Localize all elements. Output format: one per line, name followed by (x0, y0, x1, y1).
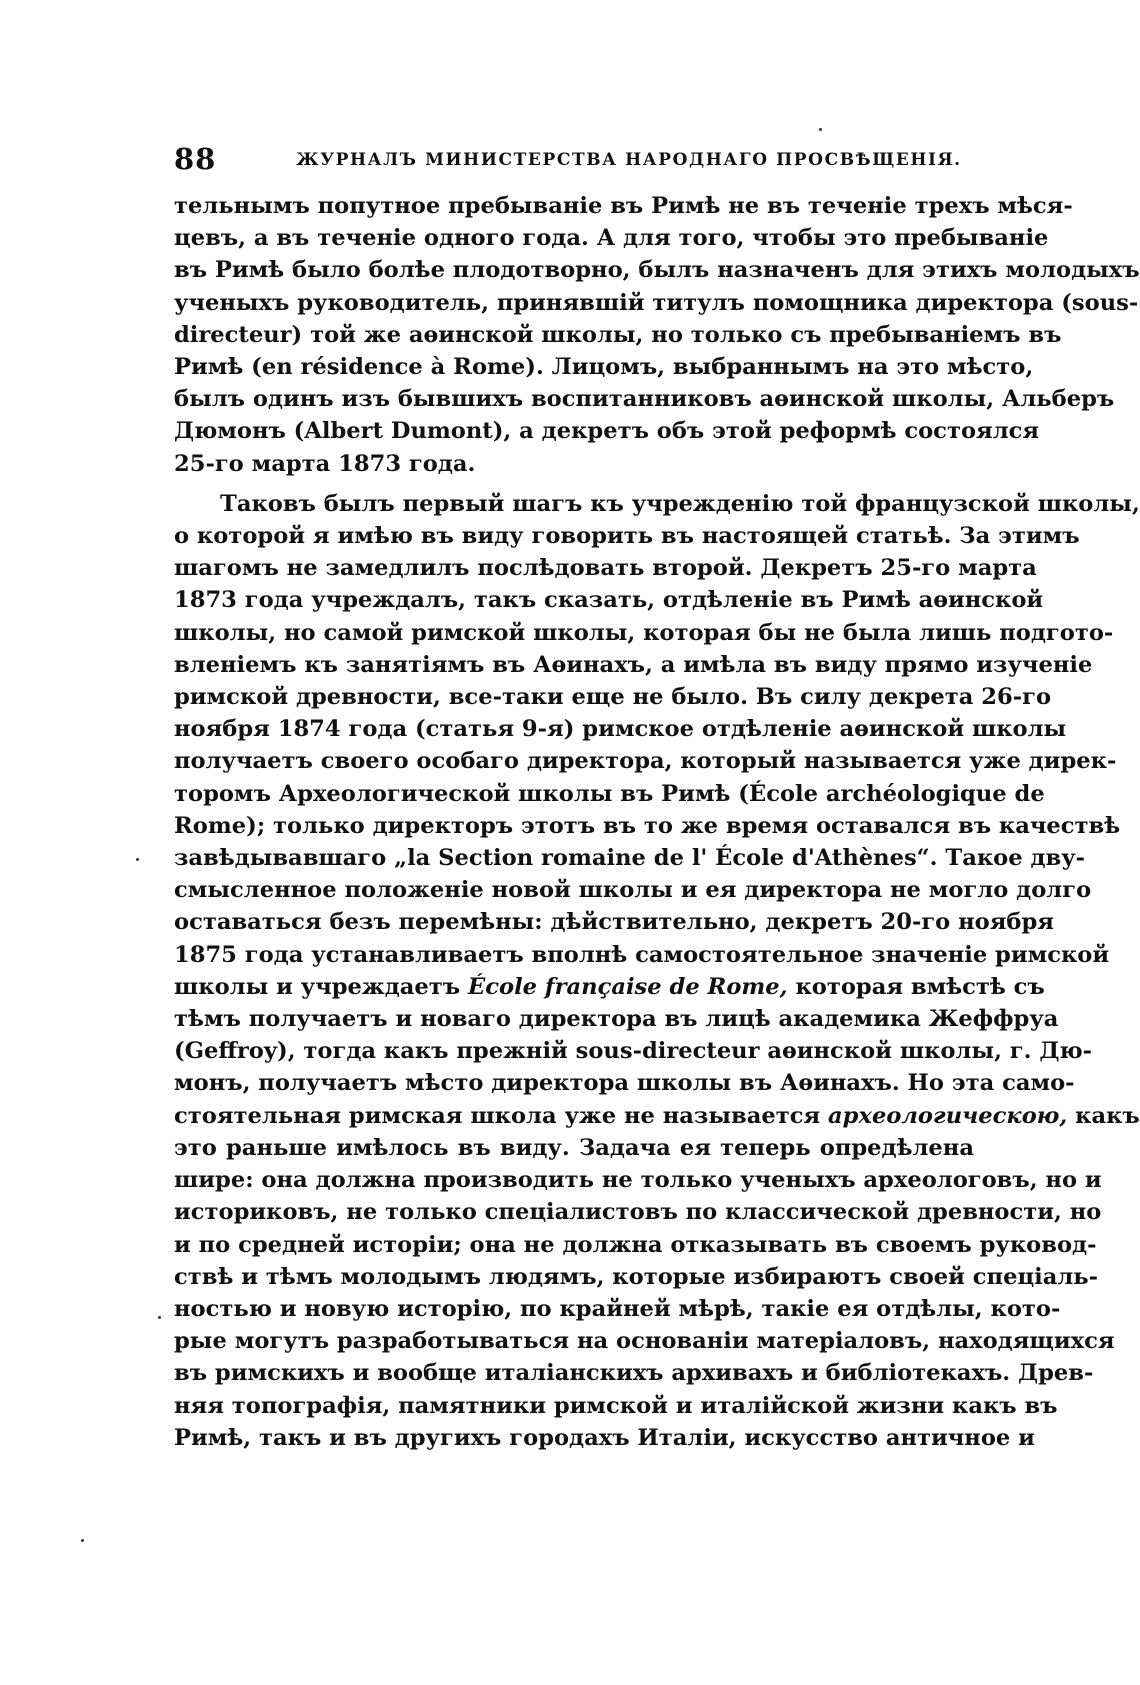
text-line: былъ одинъ изъ бывшихъ воспитанниковъ аѳинской школы, Альберъ (174, 386, 1115, 413)
text-line: смысленное положеніе новой школы и ея директора не могло долго (174, 877, 1092, 904)
running-head (174, 142, 974, 182)
text-line: монъ, получаетъ мѣсто директора школы въ Аѳинахъ. Но эта само- (174, 1070, 1075, 1097)
text-fragment: какъ (1075, 1102, 1140, 1129)
journal-title: ЖУРНАЛЪ МИНИСТЕРСТВА НАРОДНАГО ПРОСВѢЩЕНІЯ. (296, 150, 962, 170)
text-line: 25-го марта 1873 года. (174, 450, 476, 477)
text-line: ностью и новую исторію, по крайней мѣрѣ, такіе ея отдѣлы, кото- (174, 1295, 1061, 1322)
text-line: историковъ, не только спеціалистовъ по классической древности, но (174, 1199, 1102, 1226)
document-page (174, 142, 1140, 1454)
text-line: (Geffroy), тогда какъ прежній sous-directeur аѳинской школы, г. Дю- (174, 1038, 1093, 1065)
italic-term: археологическою, (828, 1102, 1068, 1129)
italic-title: École française de Rome, (468, 973, 788, 1000)
paragraph (174, 488, 1140, 1454)
text-line: торомъ Археологической школы въ Римѣ (École archéologique de (174, 780, 1045, 807)
text-line: Дюмонъ (Albert Dumont), а декретъ объ этой реформѣ состоялся (174, 418, 1040, 445)
text-line: ноября 1874 года (статья 9-я) римское отдѣленіе аѳинской школы (174, 716, 1067, 743)
margin-speck (136, 858, 139, 861)
margin-speck (819, 128, 822, 131)
text-line: о которой я имѣю въ виду говорить въ настоящей статьѣ. За этимъ (174, 523, 1080, 550)
text-line: вленіемъ къ занятіямъ въ Аѳинахъ, а имѣла въ виду прямо изученіе (174, 651, 1093, 678)
paragraph (174, 190, 1140, 480)
text-line: Rome); только директоръ этотъ въ то же время оставался въ качествѣ (174, 812, 1121, 839)
text-line: няя топографія, памятники римской и италійской жизни какъ въ (174, 1392, 1058, 1419)
body-text (174, 190, 1140, 1454)
text-line (174, 971, 1045, 1003)
text-line: рые могутъ разработываться на основаніи матеріаловъ, находящихся (174, 1328, 1115, 1355)
text-line: оставаться безъ перемѣны: дѣйствительно, декретъ 20-го ноября (174, 909, 1054, 936)
text-fragment: стоятельная римская школа уже не называется (174, 1102, 821, 1129)
text-fragment: которая вмѣстѣ съ (795, 973, 1045, 1000)
text-line: получаетъ своего особаго директора, который называется уже дирек- (174, 748, 1117, 775)
text-line: завѣдывавшаго „la Section romaine de l' École d'Athènes“. Такое дву- (174, 845, 1086, 872)
text-line (174, 1100, 1140, 1132)
text-line: въ Римѣ было болѣе плодотворно, былъ назначенъ для этихъ молодыхъ (174, 257, 1140, 284)
text-line: Римѣ (en résidence à Rome). Лицомъ, выбраннымъ на это мѣсто, (174, 354, 1034, 381)
text-line: тельнымъ попутное пребываніе въ Римѣ не въ теченіе трехъ мѣся- (174, 193, 1073, 219)
page-number: 88 (174, 142, 217, 176)
text-line: и по средней исторіи; она не должна отказывать въ своемъ руковод- (174, 1231, 1097, 1258)
text-fragment: школы и учреждаетъ (174, 973, 461, 1000)
text-line: Римѣ, такъ и въ другихъ городахъ Италіи, искусство античное и (174, 1424, 1035, 1451)
text-line: 1875 года устанавливаетъ вполнѣ самостоятельное значеніе римской (174, 941, 1110, 968)
text-line: цевъ, а въ теченіе одного года. А для того, чтобы это пребываніе (174, 225, 1049, 252)
text-line: римской древности, все-таки еще не было. Въ силу декрета 26-го (174, 684, 1052, 711)
text-line: шире: она должна производить не только ученыхъ археологовъ, но и (174, 1167, 1102, 1194)
text-line: Таковъ былъ первый шагъ къ учрежденію той французской школы, (220, 490, 1140, 517)
text-line: шагомъ не замедлилъ послѣдовать второй. Декретъ 25-го марта (174, 555, 1037, 582)
text-line: школы, но самой римской школы, которая бы не была лишь подгото- (174, 619, 1114, 646)
text-line: тѣмъ получаетъ и новаго директора въ лицѣ академика Жеффруа (174, 1006, 1059, 1033)
text-line: ученыхъ руководитель, принявшій титулъ помощника директора (sous- (174, 289, 1139, 316)
text-line: 1873 года учреждалъ, такъ сказать, отдѣленіе въ Римѣ аѳинской (174, 587, 1044, 614)
text-line: ствѣ и тѣмъ молодымъ людямъ, которые избираютъ своей спеціаль- (174, 1263, 1099, 1290)
margin-speck (81, 1539, 84, 1542)
margin-speck (158, 1316, 161, 1319)
text-line: directeur) той же аѳинской школы, но только съ пребываніемъ въ (174, 321, 1062, 348)
text-line: это раньше имѣлось въ виду. Задача ея теперь опредѣлена (174, 1134, 974, 1161)
text-line: въ римскихъ и вообще италіанскихъ архивахъ и библіотекахъ. Древ- (174, 1360, 1094, 1387)
